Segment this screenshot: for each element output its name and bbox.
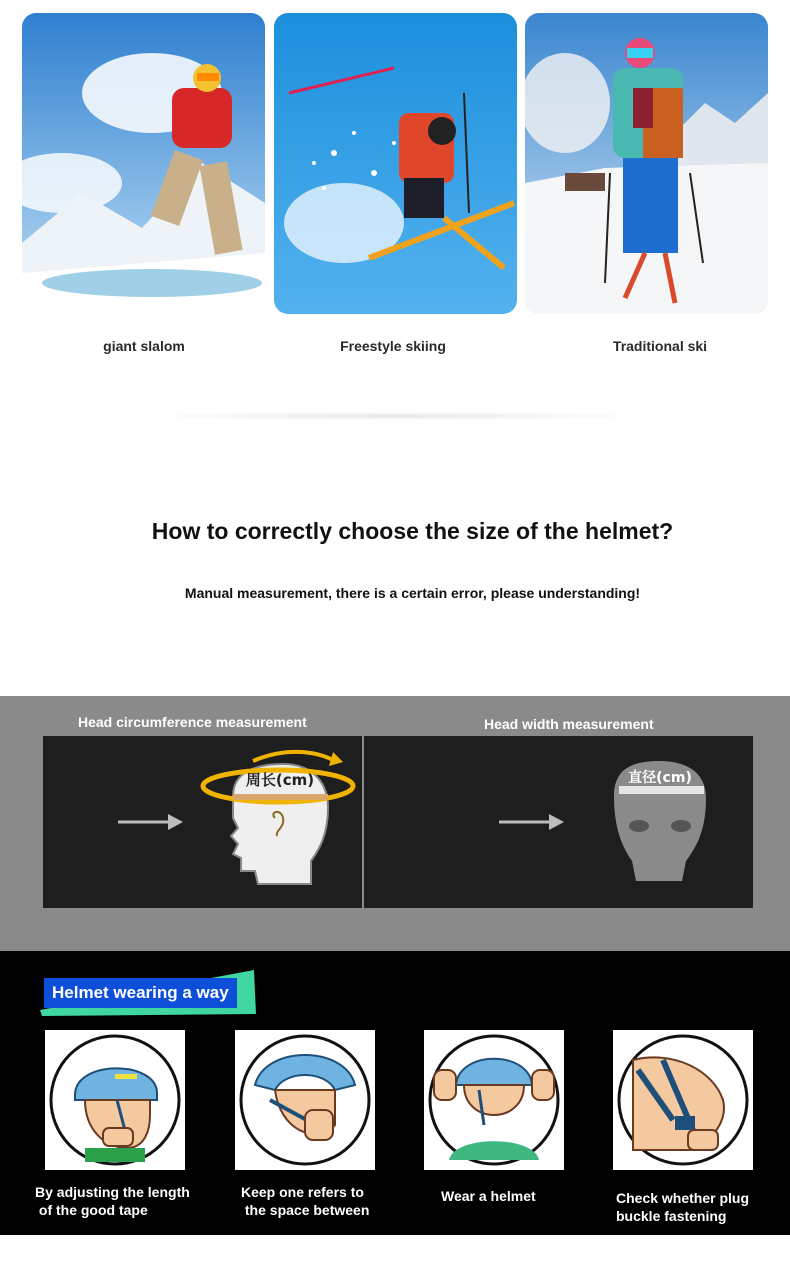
step-adjust-tape bbox=[45, 1030, 185, 1170]
step-caption-buckle: Check whether plug buckle fastening bbox=[616, 1190, 750, 1224]
step-caption-adjust: By adjusting the length of the good tape bbox=[35, 1184, 190, 1218]
section-divider bbox=[140, 412, 650, 420]
wearing-badge-text: Helmet wearing a way bbox=[44, 978, 237, 1008]
width-label: Head width measurement bbox=[484, 716, 654, 732]
step-caption-wear: Wear a helmet bbox=[441, 1188, 536, 1204]
photo-freestyle-skiing bbox=[274, 13, 517, 314]
caption-freestyle-skiing: Freestyle skiing bbox=[340, 338, 446, 354]
circumference-panel bbox=[43, 736, 362, 908]
arrow-right-icon bbox=[549, 814, 564, 830]
caption-giant-slalom: giant slalom bbox=[103, 338, 185, 354]
width-illustration bbox=[364, 736, 753, 908]
circumference-label: Head circumference measurement bbox=[78, 714, 307, 730]
step-keep-space bbox=[235, 1030, 375, 1170]
wearing-badge bbox=[40, 970, 256, 1016]
circumference-tag: 周长(cm) bbox=[245, 771, 315, 789]
caption-traditional-ski: Traditional ski bbox=[612, 338, 708, 354]
arrow-right-icon bbox=[168, 814, 183, 830]
sizing-title: How to correctly choose the size of the helmet? bbox=[151, 518, 674, 544]
step-check-buckle bbox=[613, 1030, 753, 1170]
photo-traditional-ski bbox=[525, 13, 768, 314]
circumference-illustration bbox=[43, 736, 362, 908]
width-panel bbox=[364, 736, 753, 908]
step-caption-space: Keep one refers to the space between bbox=[241, 1184, 370, 1218]
sizing-note: Manual measurement, there is a certain error, please understanding! bbox=[184, 585, 641, 601]
step-wear-helmet bbox=[424, 1030, 564, 1170]
photo-giant-slalom bbox=[22, 13, 265, 314]
width-tag: 直径(cm) bbox=[628, 770, 692, 786]
